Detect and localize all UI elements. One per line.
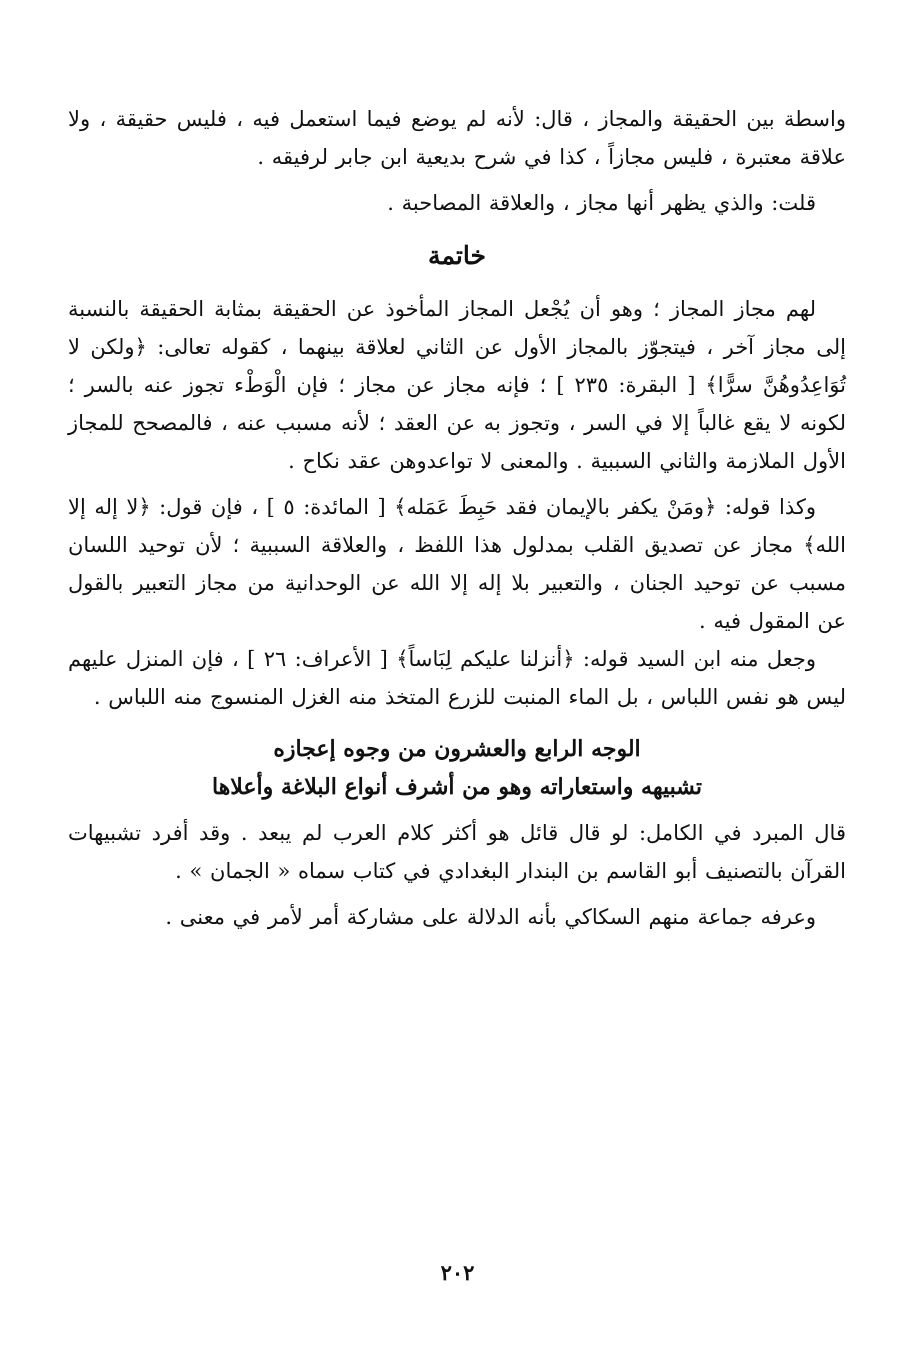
chapter-heading-line2: تشبيهه واستعاراته وهو من أشرف أنواع البلاغة وأعلاها: [212, 774, 702, 800]
chapter-heading-line1: الوجه الرابع والعشرون من وجوه إعجازه: [273, 736, 641, 762]
text-column: [68, 100, 846, 936]
page-number: ٢٠٢: [440, 1260, 475, 1285]
paragraph-qultu: قلت: والذي يظهر أنها مجاز ، والعلاقة المصاحبة .: [387, 191, 816, 215]
section-title: خاتمة: [428, 241, 486, 270]
paragraph-wakadha: وكذا قوله: ﴿ومَنْ يكفر بالإيمان فقد حَبِطَ عَمَله﴾ [ المائدة: ٥ ] ، فإن قول: ﴿لا إله إلا الله﴾ مجاز عن تصديق القلب بمدلول هذا اللفظ ، والعلاقة السببية ؛ لأن توحيد اللسان مسبب عن توحيد الجنان ، والتعبير بلا إله إلا الله عن الوحدانية من مجاز التعبير بالقول عن المقول فيه .: [68, 495, 846, 633]
paragraph-al-mubarrad: قال المبرد في الكامل: لو قال قائل هو أكثر كلام العرب لم يبعد . وقد أفرد تشبيهات القرآن بالتصنيف أبو القاسم بن البندار البغدادي في كتاب سماه « الجمان » .: [68, 821, 846, 883]
paragraph-ibn-al-sayyid: وجعل منه ابن السيد قوله: ﴿أنزلنا عليكم لِبَاساً﴾ [ الأعراف: ٢٦ ] ، فإن المنزل عليهم ليس هو نفس اللباس ، بل الماء المنبت للزرع المتخذ منه الغزل المنسوج منه اللباس .: [68, 647, 846, 709]
paragraph-sakkaki: وعرفه جماعة منهم السكاكي بأنه الدلالة على مشاركة أمر لأمر في معنى .: [165, 905, 816, 929]
paragraph-majaz-al-majaz: لهم مجاز المجاز ؛ وهو أن يُجْعل المجاز المأخوذ عن الحقيقة بمثابة الحقيقة بالنسبة إلى مجاز آخر ، فيتجوّز بالمجاز الأول عن الثاني لعلاقة بينهما ، كقوله تعالى: ﴿ولكن لا تُوَاعِدُوهُنَّ سرًّا﴾ [ البقرة: ٢٣٥ ] ؛ فإنه مجاز عن مجاز ؛ فإن الْوَطْء تجوز عنه بالسر ؛ لكونه لا يقع غالباً إلا في السر ، وتجوز به عن العقد ؛ لأنه مسبب عنه ، فالمصحح للمجاز الأول الملازمة والثاني السببية . والمعنى لا تواعدوهن عقد نكاح .: [68, 297, 846, 473]
paragraph-continuation: واسطة بين الحقيقة والمجاز ، قال: لأنه لم يوضع فيما استعمل فيه ، فليس حقيقة ، ولا علاقة معتبرة ، فليس مجازاً ، كذا في شرح بديعية ابن جابر لرفيقه .: [68, 107, 846, 169]
